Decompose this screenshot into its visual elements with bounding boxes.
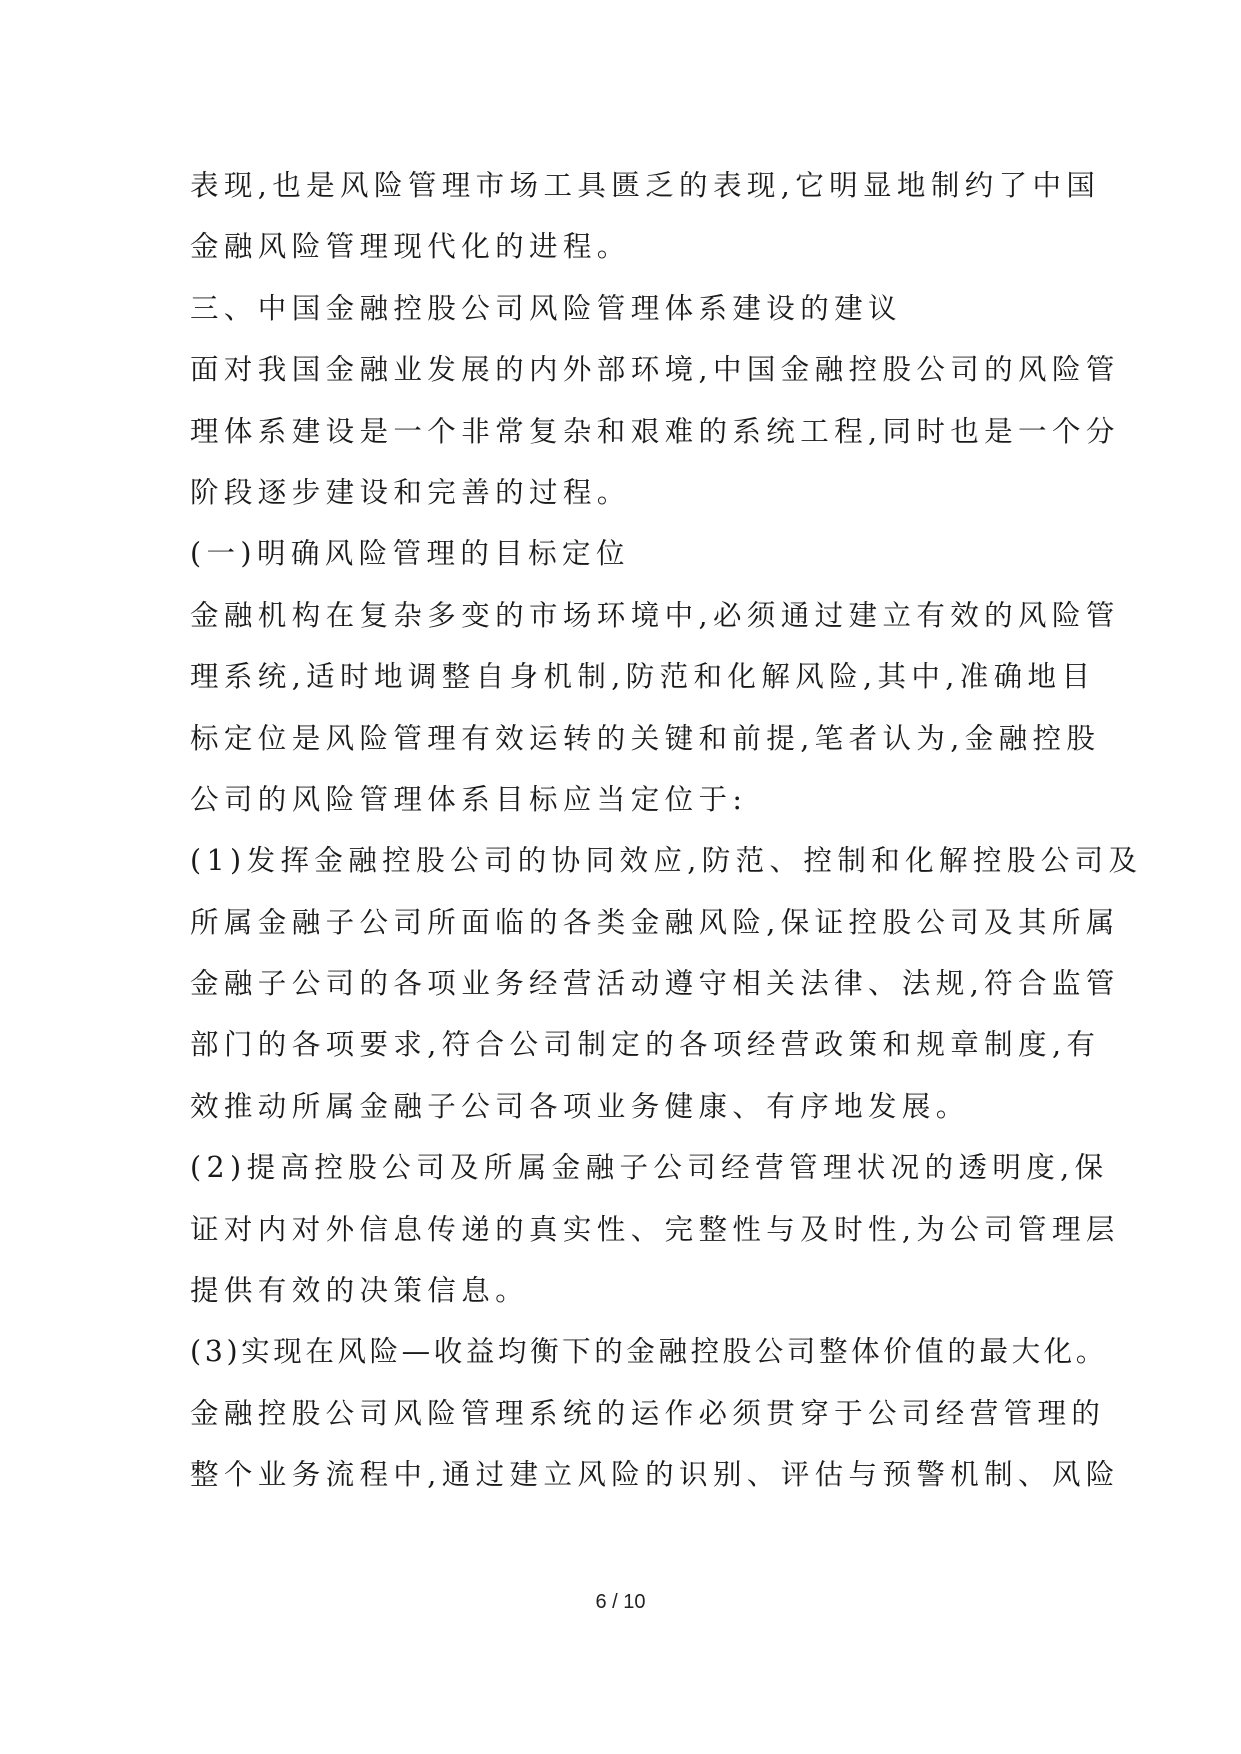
list-item: (3)实现在风险—收益均衡下的金融控股公司整体价值的最大化。 bbox=[190, 1335, 1108, 1369]
list-item: (1)发挥金融控股公司的协同效应,防范、控制和化解控股公司及 bbox=[190, 844, 1143, 878]
text-line: 理体系建设是一个非常复杂和艰难的系统工程,同时也是一个分 bbox=[190, 414, 1120, 448]
text-line: 提供有效的决策信息。 bbox=[190, 1274, 530, 1308]
text-line: 效推动所属金融子公司各项业务健康、有序地发展。 bbox=[190, 1089, 970, 1123]
text-line: 标定位是风险管理有效运转的关键和前提,笔者认为,金融控股 bbox=[190, 721, 1101, 755]
text-line: 金融机构在复杂多变的市场环境中,必须通过建立有效的风险管 bbox=[190, 598, 1120, 632]
text-line: 面对我国金融业发展的内外部环境,中国金融控股公司的风险管 bbox=[190, 353, 1120, 387]
section-heading: 三、中国金融控股公司风险管理体系建设的建议 bbox=[190, 291, 902, 325]
body-text bbox=[190, 155, 1143, 1506]
page-number: 6 / 10 bbox=[595, 1591, 646, 1613]
text-line: 金融子公司的各项业务经营活动遵守相关法律、法规,符合监管 bbox=[190, 967, 1120, 1001]
text-line: 整个业务流程中,通过建立风险的识别、评估与预警机制、风险 bbox=[190, 1458, 1120, 1492]
text-line: 所属金融子公司所面临的各类金融风险,保证控股公司及其所属 bbox=[190, 905, 1120, 939]
text-line: 阶段逐步建设和完善的过程。 bbox=[190, 475, 631, 509]
text-line: 理系统,适时地调整自身机制,防范和化解风险,其中,准确地目 bbox=[190, 660, 1096, 694]
text-line: 部门的各项要求,符合公司制定的各项经营政策和规章制度,有 bbox=[190, 1028, 1101, 1062]
text-line: 公司的风险管理体系目标应当定位于: bbox=[190, 782, 748, 816]
text-line: 表现,也是风险管理市场工具匮乏的表现,它明显地制约了中国 bbox=[190, 169, 1101, 202]
list-item: (2)提高控股公司及所属金融子公司经营管理状况的透明度,保 bbox=[190, 1151, 1109, 1185]
text-line: 金融风险管理现代化的进程。 bbox=[190, 230, 631, 264]
text-line: 金融控股公司风险管理系统的运作必须贯穿于公司经营管理的 bbox=[190, 1396, 1106, 1430]
subsection-heading: (一)明确风险管理的目标定位 bbox=[190, 537, 630, 571]
text-line: 证对内对外信息传递的真实性、完整性与及时性,为公司管理层 bbox=[190, 1212, 1120, 1246]
